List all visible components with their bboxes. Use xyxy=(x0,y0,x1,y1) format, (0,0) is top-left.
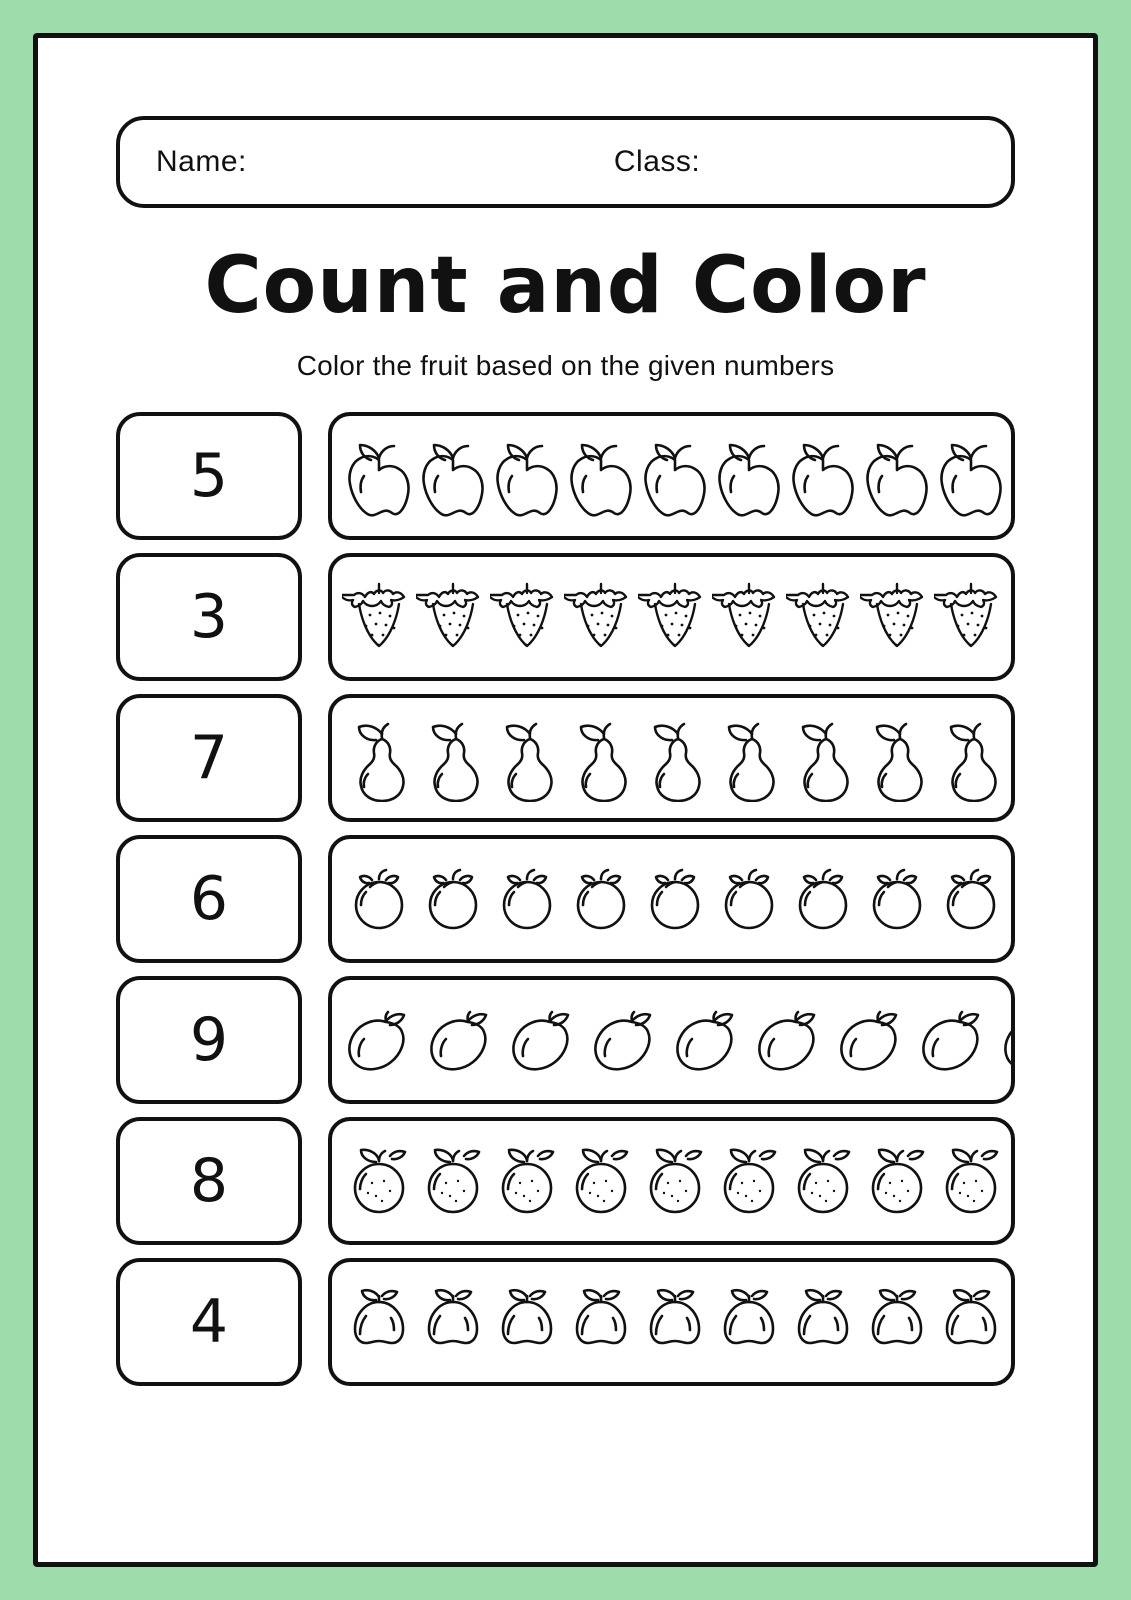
orange-icon[interactable] xyxy=(638,1141,712,1221)
apple-icon[interactable] xyxy=(860,432,934,520)
tomato-icon[interactable] xyxy=(564,862,638,936)
number-value: 5 xyxy=(189,440,229,511)
apple-icon[interactable] xyxy=(564,432,638,520)
tomato-icon[interactable] xyxy=(490,862,564,936)
number-box[interactable] xyxy=(116,1117,302,1245)
exercise-row xyxy=(116,1258,1015,1386)
mango-icon[interactable] xyxy=(834,1003,916,1077)
number-value: 7 xyxy=(189,722,229,793)
pear-icon[interactable] xyxy=(564,714,638,802)
strawberry-icon[interactable] xyxy=(860,573,934,661)
number-value: 4 xyxy=(189,1286,229,1357)
fruit-strip xyxy=(328,976,1015,1104)
mango-icon[interactable] xyxy=(998,1003,1015,1077)
pear-icon[interactable] xyxy=(860,714,934,802)
strawberry-icon[interactable] xyxy=(934,573,1008,661)
orange-icon[interactable] xyxy=(712,1141,786,1221)
student-info-bar xyxy=(116,116,1015,208)
strawberry-icon[interactable] xyxy=(416,573,490,661)
lemon-icon[interactable] xyxy=(934,1280,1008,1364)
mango-icon[interactable] xyxy=(506,1003,588,1077)
orange-icon[interactable] xyxy=(342,1141,416,1221)
number-value: 9 xyxy=(189,1004,229,1075)
fruit-strip xyxy=(328,694,1015,822)
mango-icon[interactable] xyxy=(424,1003,506,1077)
strawberry-icon[interactable] xyxy=(638,573,712,661)
tomato-icon[interactable] xyxy=(860,862,934,936)
page-title: Count and Color xyxy=(204,241,927,331)
pear-icon[interactable] xyxy=(638,714,712,802)
exercise-row xyxy=(116,1117,1015,1245)
lemon-icon[interactable] xyxy=(786,1280,860,1364)
mango-icon[interactable] xyxy=(916,1003,998,1077)
exercise-row xyxy=(116,835,1015,963)
lemon-icon[interactable] xyxy=(416,1280,490,1364)
page-subtitle: Color the fruit based on the given numbers xyxy=(296,349,835,381)
tomato-icon[interactable] xyxy=(786,862,860,936)
tomato-icon[interactable] xyxy=(416,862,490,936)
fruit-strip xyxy=(328,1117,1015,1245)
lemon-icon[interactable] xyxy=(342,1280,416,1364)
exercise-row xyxy=(116,553,1015,681)
mango-icon[interactable] xyxy=(670,1003,752,1077)
exercise-rows xyxy=(116,412,1015,1386)
exercise-row xyxy=(116,412,1015,540)
fruit-strip xyxy=(328,1258,1015,1386)
tomato-icon[interactable] xyxy=(934,862,1008,936)
strawberry-icon[interactable] xyxy=(712,573,786,661)
fruit-strip xyxy=(328,835,1015,963)
tomato-icon[interactable] xyxy=(342,862,416,936)
number-box[interactable] xyxy=(116,553,302,681)
strawberry-icon[interactable] xyxy=(564,573,638,661)
worksheet-content xyxy=(38,38,1093,1562)
apple-icon[interactable] xyxy=(416,432,490,520)
number-value: 6 xyxy=(189,863,229,934)
lemon-icon[interactable] xyxy=(860,1280,934,1364)
pear-icon[interactable] xyxy=(342,714,416,802)
apple-icon[interactable] xyxy=(490,432,564,520)
apple-icon[interactable] xyxy=(638,432,712,520)
orange-icon[interactable] xyxy=(860,1141,934,1221)
orange-icon[interactable] xyxy=(934,1141,1008,1221)
pear-icon[interactable] xyxy=(490,714,564,802)
orange-icon[interactable] xyxy=(490,1141,564,1221)
number-value: 8 xyxy=(189,1145,229,1216)
number-box[interactable] xyxy=(116,976,302,1104)
pear-icon[interactable] xyxy=(934,714,1008,802)
pear-icon[interactable] xyxy=(712,714,786,802)
lemon-icon[interactable] xyxy=(638,1280,712,1364)
exercise-row xyxy=(116,976,1015,1104)
worksheet-page xyxy=(33,33,1098,1567)
apple-icon[interactable] xyxy=(786,432,860,520)
class-label: Class: xyxy=(613,145,701,178)
number-box[interactable] xyxy=(116,835,302,963)
mango-icon[interactable] xyxy=(342,1003,424,1077)
mango-icon[interactable] xyxy=(588,1003,670,1077)
lemon-icon[interactable] xyxy=(490,1280,564,1364)
apple-icon[interactable] xyxy=(934,432,1008,520)
orange-icon[interactable] xyxy=(786,1141,860,1221)
lemon-icon[interactable] xyxy=(564,1280,638,1364)
strawberry-icon[interactable] xyxy=(786,573,860,661)
pear-icon[interactable] xyxy=(416,714,490,802)
number-value: 3 xyxy=(189,581,229,652)
tomato-icon[interactable] xyxy=(712,862,786,936)
orange-icon[interactable] xyxy=(564,1141,638,1221)
number-box[interactable] xyxy=(116,412,302,540)
strawberry-icon[interactable] xyxy=(342,573,416,661)
mango-icon[interactable] xyxy=(752,1003,834,1077)
strawberry-icon[interactable] xyxy=(490,573,564,661)
apple-icon[interactable] xyxy=(712,432,786,520)
fruit-strip xyxy=(328,553,1015,681)
pear-icon[interactable] xyxy=(786,714,860,802)
apple-icon[interactable] xyxy=(342,432,416,520)
lemon-icon[interactable] xyxy=(712,1280,786,1364)
number-box[interactable] xyxy=(116,694,302,822)
tomato-icon[interactable] xyxy=(638,862,712,936)
fruit-strip xyxy=(328,412,1015,540)
number-box[interactable] xyxy=(116,1258,302,1386)
orange-icon[interactable] xyxy=(416,1141,490,1221)
name-label: Name: xyxy=(156,145,247,178)
exercise-row xyxy=(116,694,1015,822)
